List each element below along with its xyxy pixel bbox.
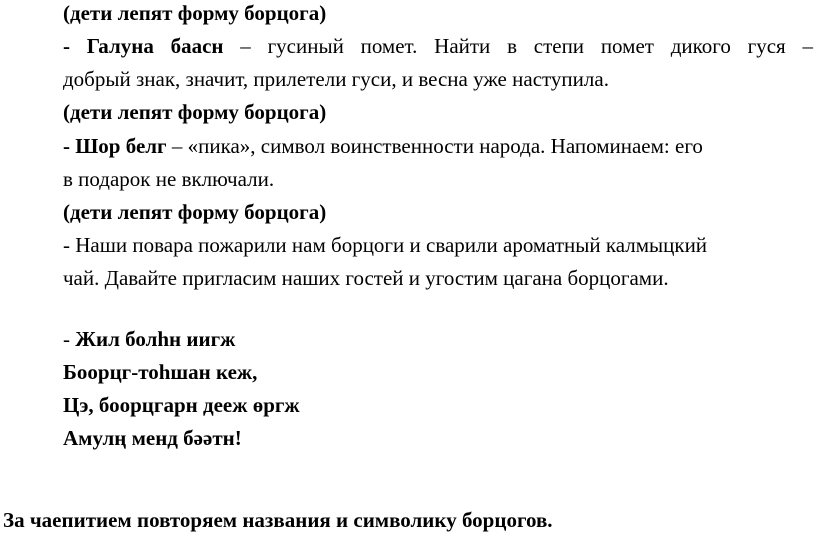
paragraph-cooks-cont: чай. Давайте пригласим наших гостей и угостим цагана борцогами. [63, 266, 669, 290]
paragraph-shor-belg-cont: в подарок не включали. [63, 167, 275, 191]
closing-line: За чаепитием повторяем названия и символику борцогов. [3, 508, 553, 532]
poem-line-3: Цэ, боорцгарн дееж өргж [63, 393, 300, 417]
stage-direction-1: (дети лепят форму борцога) [63, 1, 327, 25]
poem-line-1-text: Жил болһн иигж [75, 327, 236, 351]
definition-galuna-baasn: – гусиный помет. Найти в степи помет дикого гуся – [223, 34, 813, 58]
paragraph-galuna-baasn-cont: добрый знак, значит, прилетели гуси, и весна уже наступила. [63, 67, 609, 91]
paragraph-galuna-baasn [63, 30, 813, 62]
stage-direction-3: (дети лепят форму борцога) [63, 200, 327, 224]
poem-line-4: Амулң менд бәәтн! [63, 426, 242, 450]
term-shor-belg: - Шор белг [63, 134, 167, 158]
paragraph-shor-belg [63, 130, 813, 162]
poem-dash: - [63, 327, 76, 351]
term-galuna-baasn: - Галуна баасн [63, 34, 224, 58]
poem-line-1 [63, 323, 235, 355]
poem-line-2: Боорцг-тоһшан кеж, [63, 360, 258, 384]
paragraph-cooks: - Наши повара пожарили нам борцоги и сварили ароматный калмыцкий [63, 233, 708, 257]
definition-shor-belg: – «пика», символ воинственности народа. Напоминаем: его [166, 134, 703, 158]
stage-direction-2: (дети лепят форму борцога) [63, 100, 327, 124]
